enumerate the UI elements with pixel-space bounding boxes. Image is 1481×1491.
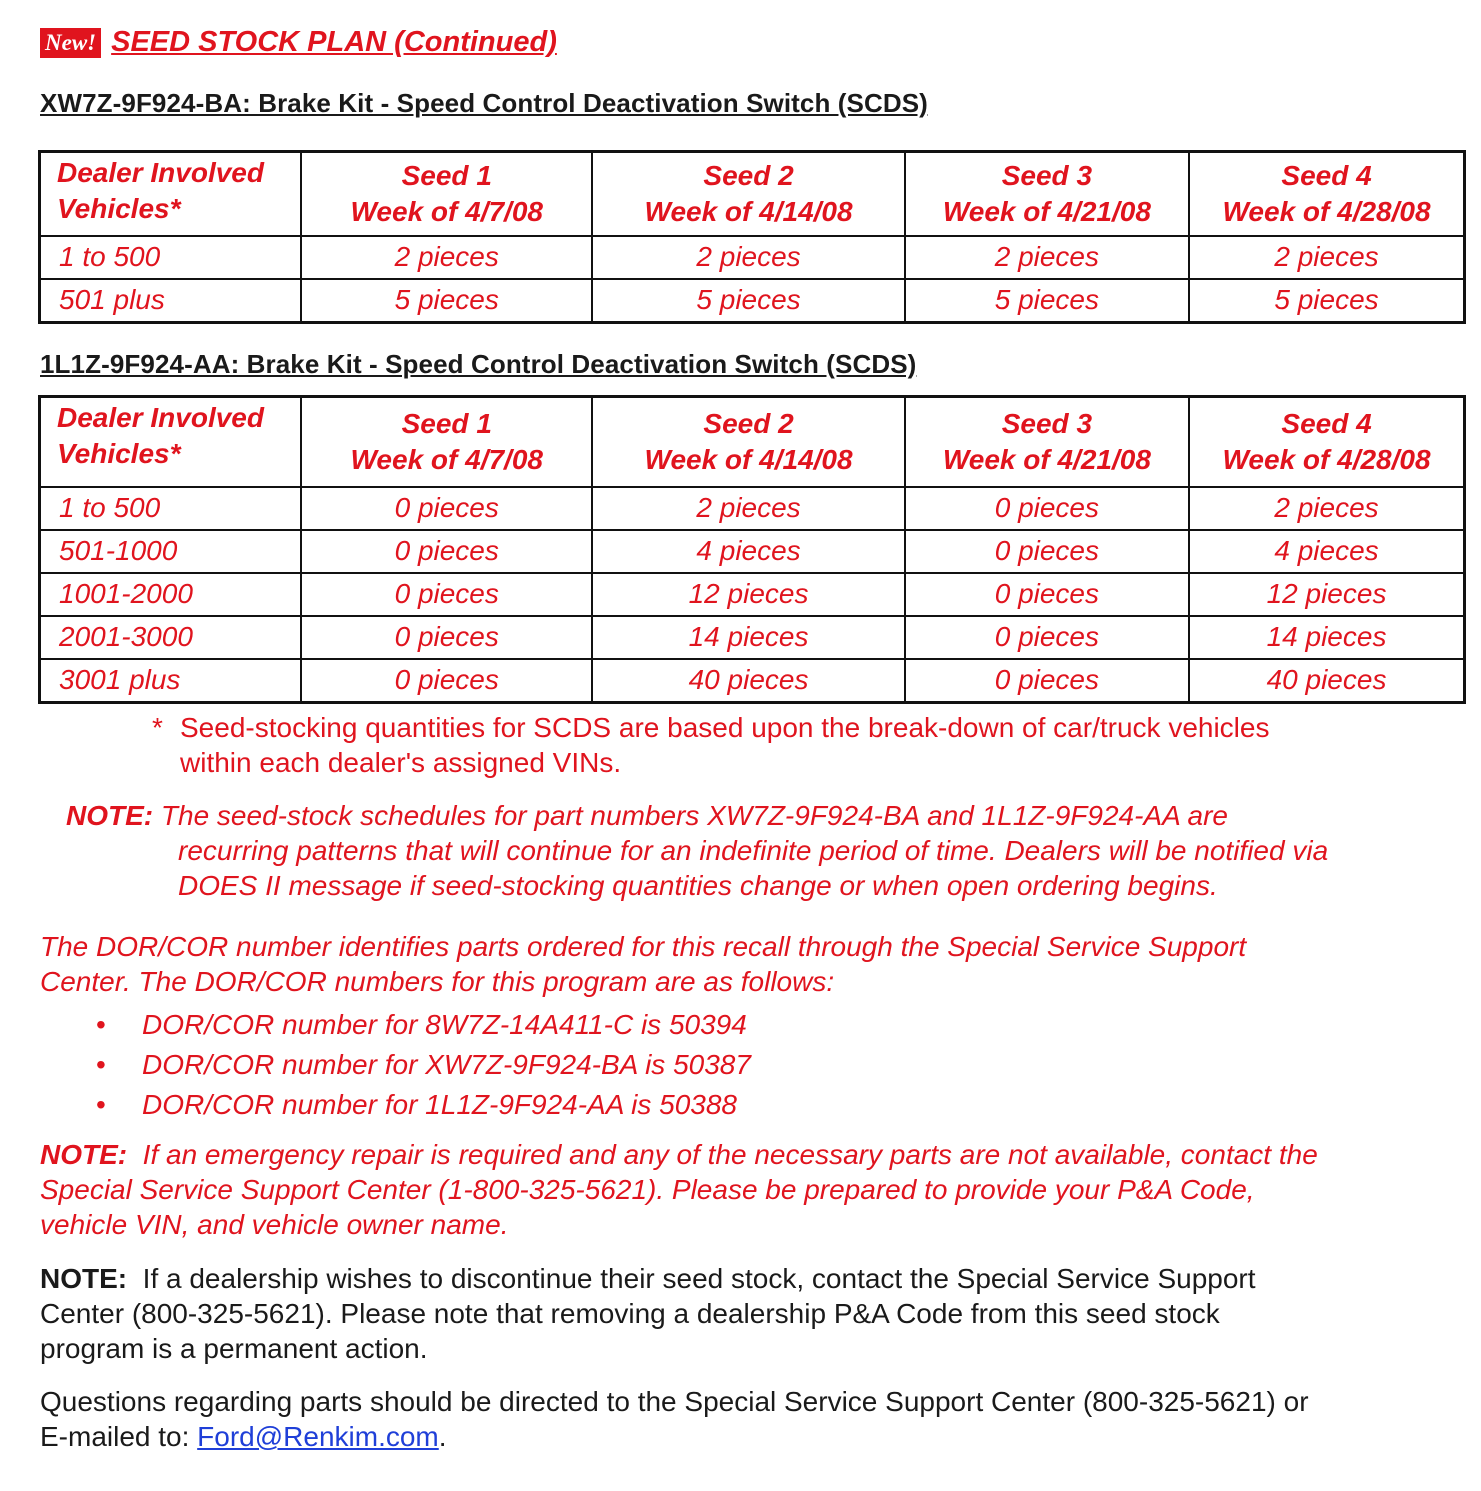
new-badge: New! <box>40 28 101 58</box>
table-header-row <box>40 397 1465 487</box>
table-cell: 0 pieces <box>905 530 1189 573</box>
table-row <box>40 530 1465 573</box>
list-item: • DOR/COR number for XW7Z-9F924-BA is 50387 <box>96 1049 751 1080</box>
table-cell: 0 pieces <box>905 659 1189 703</box>
table-cell: 0 pieces <box>301 530 592 573</box>
note-label: NOTE: <box>40 1139 128 1170</box>
table-cell: 14 pieces <box>1189 616 1464 659</box>
table-cell: 4 pieces <box>592 530 904 573</box>
list-item: • DOR/COR number for 1L1Z-9F924-AA is 50388 <box>96 1089 737 1120</box>
col-header-seed1: Seed 1 Week of 4/7/08 <box>301 397 592 487</box>
table-cell: 2001-3000 <box>40 616 302 659</box>
table-cell: 0 pieces <box>905 616 1189 659</box>
seed-table-xw7z <box>38 150 1466 324</box>
table-cell: 12 pieces <box>592 573 904 616</box>
table-row <box>40 573 1465 616</box>
table2-heading: 1L1Z-9F924-AA: Brake Kit - Speed Control Deactivation Switch (SCDS) <box>40 349 917 379</box>
email-link[interactable]: Ford@Renkim.com <box>197 1421 439 1452</box>
note-emergency-repair: NOTE: If an emergency repair is required and any of the necessary parts are not available, contact the Special Service Support Center (1-800-325-5621). Please be prepared to provide your P&A Code, vehicle VIN, and vehicle owner name. <box>40 1139 1318 1240</box>
table-cell: 14 pieces <box>592 616 904 659</box>
table-cell: 40 pieces <box>592 659 904 703</box>
table-cell: 501-1000 <box>40 530 302 573</box>
table-cell: 0 pieces <box>301 487 592 530</box>
col-header-seed3: Seed 3 Week of 4/21/08 <box>905 152 1189 236</box>
list-item: • DOR/COR number for 8W7Z-14A411-C is 50394 <box>96 1009 747 1040</box>
dor-cor-paragraph: The DOR/COR number identifies parts ordered for this recall through the Special Service Support Center. The DOR/COR numbers for this program are as follows: <box>40 931 1247 997</box>
table-cell: 2 pieces <box>905 236 1189 279</box>
table-cell: 1 to 500 <box>40 487 302 530</box>
questions-paragraph: Questions regarding parts should be directed to the Special Service Support Center (800-325-5621) or E-mailed to: Ford@Renkim.com. <box>40 1386 1309 1452</box>
table-cell: 2 pieces <box>1189 236 1464 279</box>
table-cell: 1001-2000 <box>40 573 302 616</box>
dor-cor-list <box>96 1005 751 1125</box>
col-header-seed2: Seed 2 Week of 4/14/08 <box>592 397 904 487</box>
table-row <box>40 616 1465 659</box>
table-cell: 5 pieces <box>1189 279 1464 323</box>
table-cell: 2 pieces <box>592 236 904 279</box>
table-row <box>40 236 1465 279</box>
note-seed-schedule: NOTE: The seed-stock schedules for part numbers XW7Z-9F924-BA and 1L1Z-9F924-AA are recurring patterns that will continue for an indefinite period of time. Dealers will be notified via DOES II message if seed-stocking quantities change or when open ordering begins. <box>66 800 1329 901</box>
col-header-dealer: Dealer Involved Vehicles* <box>40 152 302 236</box>
col-header-seed1: Seed 1 Week of 4/7/08 <box>301 152 592 236</box>
table-cell: 0 pieces <box>301 573 592 616</box>
table-cell: 0 pieces <box>301 616 592 659</box>
table-row <box>40 659 1465 703</box>
table-cell: 0 pieces <box>905 573 1189 616</box>
table-cell: 4 pieces <box>1189 530 1464 573</box>
table-cell: 2 pieces <box>1189 487 1464 530</box>
col-header-seed2: Seed 2 Week of 4/14/08 <box>592 152 904 236</box>
table-cell: 2 pieces <box>301 236 592 279</box>
table-cell: 5 pieces <box>905 279 1189 323</box>
table-cell: 3001 plus <box>40 659 302 703</box>
table-cell: 1 to 500 <box>40 236 302 279</box>
title-row <box>40 26 557 59</box>
table-cell: 501 plus <box>40 279 302 323</box>
table-cell: 2 pieces <box>592 487 904 530</box>
table-cell: 0 pieces <box>905 487 1189 530</box>
table-cell: 5 pieces <box>592 279 904 323</box>
table-row <box>40 279 1465 323</box>
table-cell: 5 pieces <box>301 279 592 323</box>
table-cell: 40 pieces <box>1189 659 1464 703</box>
table-cell: 12 pieces <box>1189 573 1464 616</box>
note-label: NOTE: <box>66 800 154 831</box>
note-discontinue: NOTE: If a dealership wishes to discontinue their seed stock, contact the Special Service Support Center (800-325-5621). Please note that removing a dealership P&A Code from this seed stock program is a permanent action. <box>40 1263 1256 1364</box>
table-cell: 0 pieces <box>301 659 592 703</box>
page-title: SEED STOCK PLAN (Continued) <box>111 26 557 58</box>
table1-heading: XW7Z-9F924-BA: Brake Kit - Speed Control Deactivation Switch (SCDS) <box>40 88 928 118</box>
footnote: Seed-stocking quantities for SCDS are based upon the break-down of car/truck vehicles within each dealer's assigned VINs. <box>180 712 1270 778</box>
col-header-seed3: Seed 3 Week of 4/21/08 <box>905 397 1189 487</box>
col-header-dealer: Dealer Involved Vehicles* <box>40 397 302 487</box>
col-header-seed4: Seed 4 Week of 4/28/08 <box>1189 152 1464 236</box>
table-header-row <box>40 152 1465 236</box>
note-label: NOTE: <box>40 1263 128 1294</box>
seed-table-1l1z <box>38 395 1466 704</box>
col-header-seed4: Seed 4 Week of 4/28/08 <box>1189 397 1464 487</box>
footnote-star: * <box>152 712 163 743</box>
table-row <box>40 487 1465 530</box>
